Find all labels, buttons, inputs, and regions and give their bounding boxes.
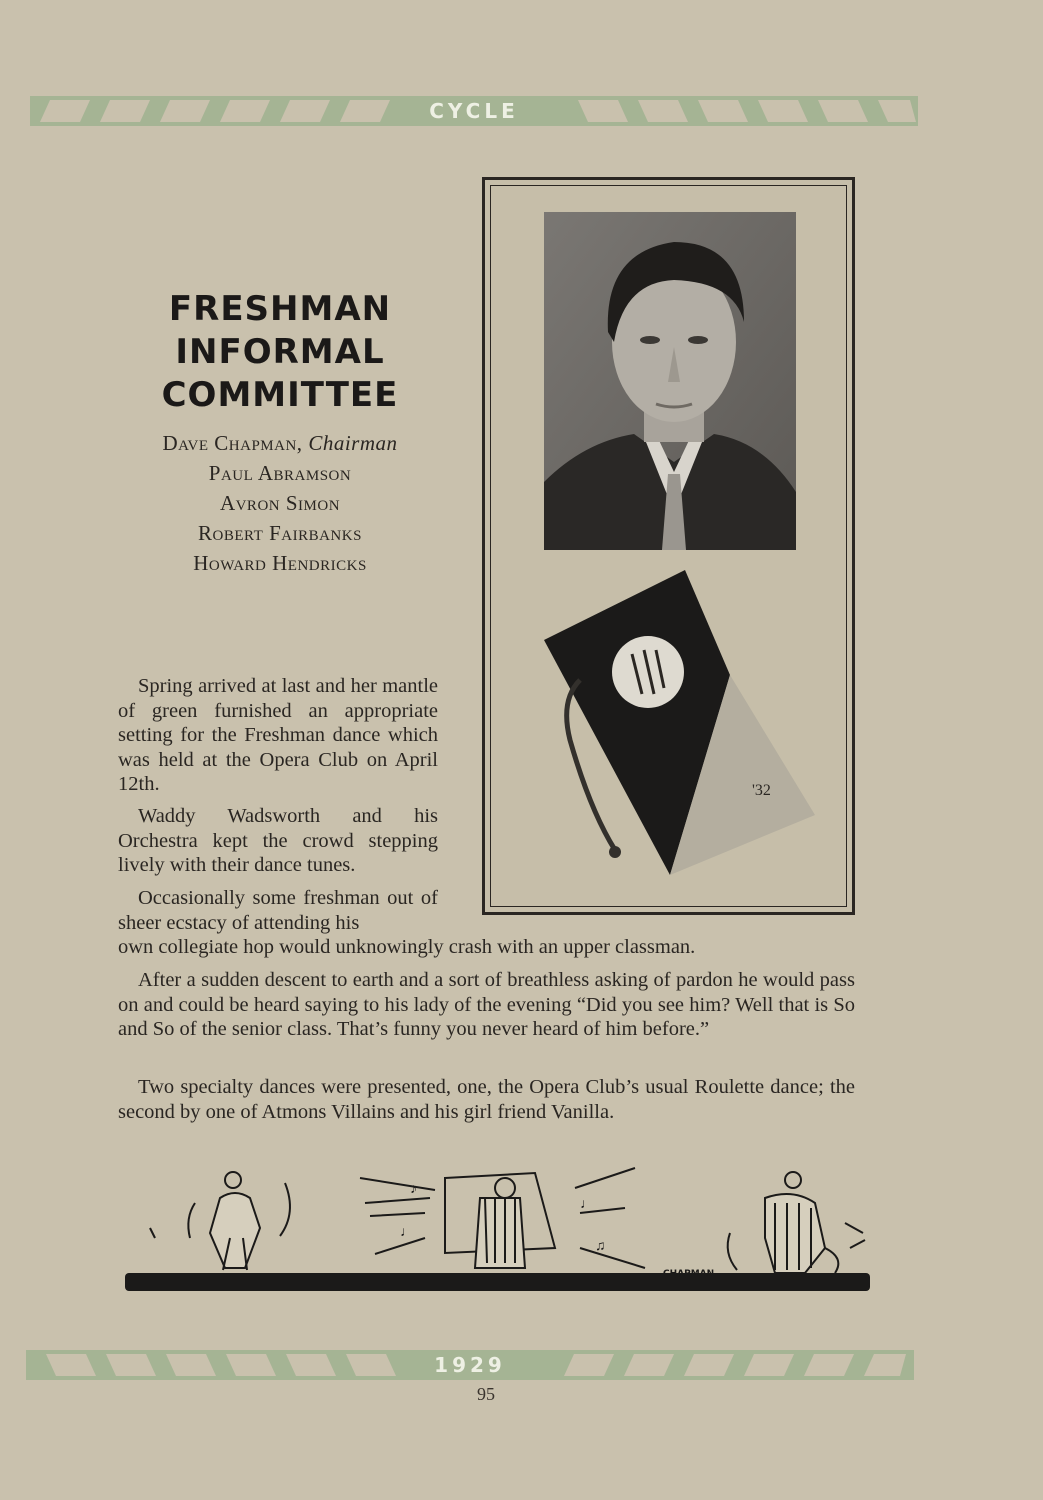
- band-label: 1929: [426, 1351, 514, 1379]
- title-line: COMMITTEE: [161, 375, 399, 415]
- band-label: CYCLE: [421, 97, 527, 125]
- svg-text:♩: ♩: [580, 1197, 594, 1212]
- dance-program-card-photo: [540, 570, 830, 885]
- paragraph-freshman-end: own collegiate hop would unknowingly crash with an upper classman.: [118, 936, 696, 958]
- chairman-role: Chairman: [308, 431, 398, 455]
- card-year-mark: '32: [752, 782, 771, 799]
- chairman-portrait-photo: [544, 212, 796, 550]
- dance-cartoon-illustration: [125, 1158, 870, 1303]
- page-title: [140, 288, 420, 417]
- header-decorative-band: [30, 96, 918, 126]
- svg-text:♪: ♪: [410, 1182, 417, 1197]
- cartoon-signature: CHAPMAN: [663, 1269, 715, 1279]
- paragraph-freshman-start: Occasionally some freshman out of sheer ecstacy of attending his: [118, 887, 438, 934]
- paragraph-specialty-dances: Two specialty dances were presented, one, the Opera Club’s usual Roulette dance; the second by one of Atmons Villains and his girl friend Vanilla.: [118, 1076, 855, 1123]
- paragraph-descent: After a sudden descent to earth and a sort of breathless asking of pardon he would pass on and could be heard saying to his lady of the evening “Did you see him? Well that is So and So of the senior class. That’s funny you never heard of him before.”: [118, 969, 855, 1040]
- title-line: FRESHMAN: [168, 289, 392, 329]
- paragraph-orchestra: Waddy Wadsworth and his Orchestra kept the crowd stepping lively with their dance tunes.: [118, 805, 438, 876]
- title-line: INFORMAL: [175, 332, 385, 372]
- page-number: 95: [477, 1384, 495, 1404]
- footer-decorative-band: [26, 1350, 914, 1380]
- chairman-name: Dave Chapman,: [162, 431, 303, 455]
- member-name: Robert Fairbanks: [198, 521, 362, 545]
- paragraph-spring: Spring arrived at last and her mantle of green furnished an appropriate setting for the Freshman dance which was held at the Opera Club on April 12th.: [118, 675, 438, 795]
- chairman-line: [110, 428, 450, 458]
- svg-text:♩: ♩: [400, 1225, 414, 1240]
- committee-roster: [110, 428, 450, 578]
- member-name: Avron Simon: [219, 491, 341, 515]
- member-name: Paul Abramson: [208, 461, 352, 485]
- member-name: Howard Hendricks: [193, 551, 367, 575]
- svg-text:♫: ♫: [595, 1239, 606, 1254]
